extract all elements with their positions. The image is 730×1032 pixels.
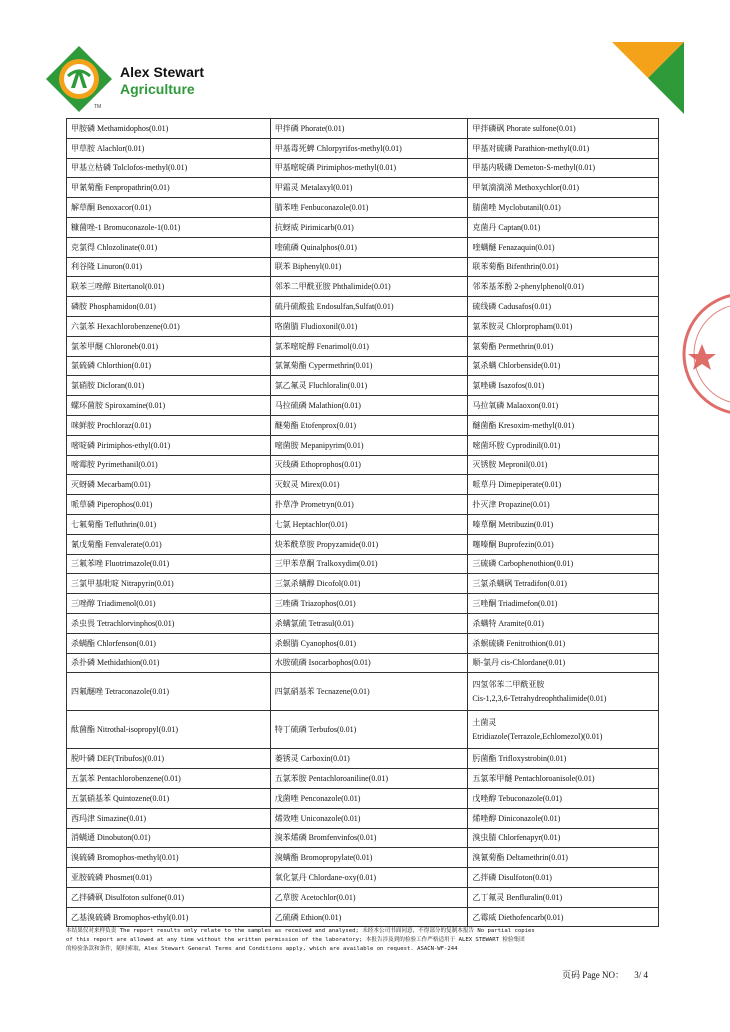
- table-cell: 嗪草酮 Metribuzin(0.01): [468, 514, 659, 534]
- page-value: 3/ 4: [634, 970, 649, 980]
- table-cell: 三氟苯唑 Fluotrimazole(0.01): [67, 554, 271, 574]
- table-cell: 咯菌腈 Fludioxonil(0.01): [270, 316, 468, 336]
- table-cell: 甲基立枯磷 Tolclofos-methyl(0.01): [67, 158, 271, 178]
- table-row: [67, 788, 659, 808]
- table-row: [67, 198, 659, 218]
- table-cell: 甲拌磷 Phorate(0.01): [270, 119, 468, 139]
- table-cell: 溴螨酯 Bromopropylate(0.01): [270, 848, 468, 868]
- table-cell: 七氯 Heptachlor(0.01): [270, 514, 468, 534]
- table-cell: 解草酮 Benoxacor(0.01): [67, 198, 271, 218]
- table-cell: 甲氰菊酯 Fenpropathrin(0.01): [67, 178, 271, 198]
- table-cell: 氯硝胺 Dicloran(0.01): [67, 376, 271, 396]
- disclaimer-line: 本结果仅对来样负责 The report results only relate to the samples as received and analysed; 未经本公司书面同意，不得部分的复制本报告 No partial copies: [66, 928, 535, 934]
- seal-stamp-icon: [682, 282, 730, 432]
- table-row: [67, 868, 659, 888]
- table-cell: 磷胺 Phosphamidon(0.01): [67, 297, 271, 317]
- table-cell: 消螨通 Dinobuton(0.01): [67, 828, 271, 848]
- table-cell: 顺-氯丹 cis-Chlordane(0.01): [468, 653, 659, 673]
- table-cell: 杀螨氯硫 Tetrasul(0.01): [270, 613, 468, 633]
- table-row: [67, 653, 659, 673]
- table-cell: 甲基嘧啶磷 Pirimiphos-methyl(0.01): [270, 158, 468, 178]
- table-cell: 哌草丹 Dimepiperate(0.01): [468, 475, 659, 495]
- table-cell: 氯氰菊酯 Cypermethrin(0.01): [270, 356, 468, 376]
- table-cell: 六氯苯 Hexachlorobenzene(0.01): [67, 316, 271, 336]
- table-cell: 氯乙氟灵 Fluchloralin(0.01): [270, 376, 468, 396]
- table-cell: 氯硫磷 Chlorthion(0.01): [67, 356, 271, 376]
- table-cell: 克氯得 Chlozolinate(0.01): [67, 237, 271, 257]
- table-cell: 杀螨酯 Chlorfenson(0.01): [67, 633, 271, 653]
- table-cell: 联苯菊酯 Bifenthrin(0.01): [468, 257, 659, 277]
- table-cell: 四氟醚唑 Tetraconazole(0.01): [67, 673, 271, 711]
- disclaimer-line: 的检验条款和条件，随时索取，Alex Stewart General Terms and Conditions apply, which are available on request. ASACN-WF-244: [66, 946, 458, 953]
- table-cell: 醚菌酯 Kresoxim-methyl(0.01): [468, 415, 659, 435]
- table-cell: 溴苯烯磷 Bromfenvinfos(0.01): [270, 828, 468, 848]
- table-cell: 溴硫磷 Bromophos-methyl(0.01): [67, 848, 271, 868]
- table-cell: 腈菌唑 Myclobutanil(0.01): [468, 198, 659, 218]
- table-cell: 氯苯胺灵 Chlorpropham(0.01): [468, 316, 659, 336]
- table-cell: 氯菊酯 Permethrin(0.01): [468, 336, 659, 356]
- table-cell: 杀扑磷 Methidathion(0.01): [67, 653, 271, 673]
- page-label: 页码 Page NO：: [562, 970, 624, 980]
- table-cell: 三氯杀螨醇 Dicofol(0.01): [270, 574, 468, 594]
- table-cell: 酞菌酯 Nitrothal-isopropyl(0.01): [67, 711, 271, 749]
- table-cell: 灭锈胺 Mepronil(0.01): [468, 455, 659, 475]
- table-row: [67, 455, 659, 475]
- table-row: [67, 396, 659, 416]
- table-cell: 烯唑醇 Diniconazole(0.01): [468, 808, 659, 828]
- table-cell: 乙草胺 Acetochlor(0.01): [270, 887, 468, 907]
- table-cell: 硫丹硫酸盐 Endosulfan,Sulfat(0.01): [270, 297, 468, 317]
- multiline-cell-text: 四氢邻苯二甲酰亚胺 Cis-1,2,3,6-Tetrahydreophthalimide(0.01): [472, 679, 607, 703]
- table-cell: 氰戊菊酯 Fenvalerate(0.01): [67, 534, 271, 554]
- table-cell: 氯苯嘧啶醇 Fenarimol(0.01): [270, 336, 468, 356]
- table-cell: 扑草净 Prometryn(0.01): [270, 495, 468, 515]
- table-row: [67, 769, 659, 789]
- table-cell: 甲霜灵 Metalaxyl(0.01): [270, 178, 468, 198]
- table-cell: 五氯苯胺 Pentachloroaniline(0.01): [270, 769, 468, 789]
- table-row: [67, 435, 659, 455]
- table-cell: 溴虫腈 Chlorfenapyr(0.01): [468, 828, 659, 848]
- table-cell: 乙霉威 Diethofencarb(0.01): [468, 907, 659, 927]
- table-cell: 氧化氯丹 Chlordane-oxy(0.01): [270, 868, 468, 888]
- table-cell: [468, 673, 659, 711]
- table-cell: 糠菌唑-1 Bromuconazole-1(0.01): [67, 217, 271, 237]
- disclaimer-note: [66, 927, 662, 955]
- table-cell: 戊唑醇 Tebuconazole(0.01): [468, 788, 659, 808]
- table-cell: 戊菌唑 Penconazole(0.01): [270, 788, 468, 808]
- table-row: [67, 217, 659, 237]
- table-row: [67, 415, 659, 435]
- table-cell: 三氯杀螨砜 Tetradifon(0.01): [468, 574, 659, 594]
- table-cell: [468, 711, 659, 749]
- table-row: [67, 887, 659, 907]
- asa-logo-icon: [44, 44, 114, 114]
- table-row: [67, 907, 659, 927]
- table-cell: 烯效唑 Uniconazole(0.01): [270, 808, 468, 828]
- table-cell: 马拉硫磷 Malathion(0.01): [270, 396, 468, 416]
- table-cell: 五氯苯 Pentachlorobenzene(0.01): [67, 769, 271, 789]
- table-cell: 乙丁氟灵 Benfluralin(0.01): [468, 887, 659, 907]
- table-cell: 腈苯唑 Fenbuconazole(0.01): [270, 198, 468, 218]
- table-row: [67, 336, 659, 356]
- table-row: [67, 673, 659, 711]
- table-cell: 利谷隆 Linuron(0.01): [67, 257, 271, 277]
- table-cell: 特丁硫磷 Terbufos(0.01): [270, 711, 468, 749]
- table-cell: 三氯甲基吡啶 Nitrapyrin(0.01): [67, 574, 271, 594]
- table-row: [67, 613, 659, 633]
- table-cell: 嘧霉胺 Pyrimethanil(0.01): [67, 455, 271, 475]
- table-row: [67, 749, 659, 769]
- table-cell: 氯唑磷 Isazofos(0.01): [468, 376, 659, 396]
- table-row: [67, 138, 659, 158]
- table-cell: 三唑酮 Triadimefon(0.01): [468, 594, 659, 614]
- table-cell: 醚菊酯 Etofenprox(0.01): [270, 415, 468, 435]
- table-cell: 杀螨特 Aramite(0.01): [468, 613, 659, 633]
- table-cell: 五氯苯甲醚 Pentachloroanisole(0.01): [468, 769, 659, 789]
- table-cell: 乙基溴硫磷 Bromophos-ethyl(0.01): [67, 907, 271, 927]
- table-row: [67, 158, 659, 178]
- multiline-cell-text: 土菌灵 Etridiazole(Terrazole,Echlomezol)(0.01): [472, 717, 603, 741]
- table-row: [67, 277, 659, 297]
- table-cell: 七氟菊酯 Tefluthrin(0.01): [67, 514, 271, 534]
- table-cell: 三甲苯草酮 Tralkoxydim(0.01): [270, 554, 468, 574]
- table-cell: 五氯硝基苯 Quintozene(0.01): [67, 788, 271, 808]
- table-cell: 螺环菌胺 Spiroxamine(0.01): [67, 396, 271, 416]
- table-cell: 乙拌磷砜 Disulfoton sulfone(0.01): [67, 887, 271, 907]
- table-cell: 抗蚜威 Pirimicarb(0.01): [270, 217, 468, 237]
- table-row: [67, 594, 659, 614]
- table-row: [67, 316, 659, 336]
- table-cell: 嘧啶磷 Pirimiphos-ethyl(0.01): [67, 435, 271, 455]
- brand-name: Alex Stewart: [120, 64, 205, 80]
- table-row: [67, 633, 659, 653]
- table-cell: 邻苯基苯酚 2-phenylphenol(0.01): [468, 277, 659, 297]
- table-cell: 马拉氧磷 Malaoxon(0.01): [468, 396, 659, 416]
- pesticide-residue-table: [66, 118, 659, 927]
- table-row: [67, 495, 659, 515]
- table-cell: 肟菌酯 Trifloxystrobin(0.01): [468, 749, 659, 769]
- table-cell: 硫线磷 Cadusafos(0.01): [468, 297, 659, 317]
- table-cell: 三唑醇 Triadimenol(0.01): [67, 594, 271, 614]
- table-cell: 甲基对硫磷 Parathion-methyl(0.01): [468, 138, 659, 158]
- table-row: [67, 119, 659, 139]
- table-cell: 嘧菌环胺 Cyprodinil(0.01): [468, 435, 659, 455]
- table-cell: 水胺硫磷 Isocarbophos(0.01): [270, 653, 468, 673]
- table-cell: 甲草胺 Alachlor(0.01): [67, 138, 271, 158]
- table-row: [67, 574, 659, 594]
- table-cell: 邻苯二甲酰亚胺 Phthalimide(0.01): [270, 277, 468, 297]
- table-row: [67, 356, 659, 376]
- table-cell: 克菌丹 Captan(0.01): [468, 217, 659, 237]
- table-row: [67, 178, 659, 198]
- table-cell: 嘧菌胺 Mepanipyrim(0.01): [270, 435, 468, 455]
- table-row: [67, 848, 659, 868]
- page-number: [562, 968, 648, 981]
- table-cell: 噻嗪酮 Buprofezin(0.01): [468, 534, 659, 554]
- table-cell: 甲基内吸磷 Demeton-S-methyl(0.01): [468, 158, 659, 178]
- table-cell: 西玛津 Simazine(0.01): [67, 808, 271, 828]
- corner-flag-icon: [612, 42, 684, 114]
- table-row: [67, 376, 659, 396]
- table-row: [67, 828, 659, 848]
- table-cell: 甲氧滴滴涕 Methoxychlor(0.01): [468, 178, 659, 198]
- table-cell: 炔苯酰草胺 Propyzamide(0.01): [270, 534, 468, 554]
- table-cell: 亚胺硫磷 Phosmet(0.01): [67, 868, 271, 888]
- table-cell: 萎锈灵 Carboxin(0.01): [270, 749, 468, 769]
- company-logo: [44, 44, 224, 114]
- table-row: [67, 514, 659, 534]
- table-cell: 灭蚜磷 Mecarbam(0.01): [67, 475, 271, 495]
- table-cell: 灭线磷 Ethoprophos(0.01): [270, 455, 468, 475]
- table-cell: 脱叶磷 DEF(Tribufos)(0.01): [67, 749, 271, 769]
- table-cell: 咪鲜胺 Prochloraz(0.01): [67, 415, 271, 435]
- trademark-mark: TM: [94, 104, 102, 110]
- disclaimer-line: of this report are allowed at any time without the written permission of the laboratory; 本报告涉及到的检验工作严格适用于 ALEX STEWART 检验集团: [66, 937, 525, 944]
- table-row: [67, 475, 659, 495]
- table-cell: 灭蚁灵 Mirex(0.01): [270, 475, 468, 495]
- table-cell: 喹螨醚 Fenazaquin(0.01): [468, 237, 659, 257]
- table-cell: 溴氰菊酯 Deltamethrin(0.01): [468, 848, 659, 868]
- table-cell: 乙硫磷 Ethion(0.01): [270, 907, 468, 927]
- table-cell: 联苯 Biphenyl(0.01): [270, 257, 468, 277]
- table-cell: 三硫磷 Carbophenothion(0.01): [468, 554, 659, 574]
- table-row: [67, 534, 659, 554]
- table-cell: 三唑磷 Triazophos(0.01): [270, 594, 468, 614]
- table-cell: 甲基毒死蜱 Chlorpyrifos-methyl(0.01): [270, 138, 468, 158]
- table-cell: 联苯三唑醇 Bitertanol(0.01): [67, 277, 271, 297]
- table-cell: 氯苯甲醚 Chloroneb(0.01): [67, 336, 271, 356]
- table-cell: 喹硫磷 Quinalphos(0.01): [270, 237, 468, 257]
- table-cell: 甲胺磷 Methamidophos(0.01): [67, 119, 271, 139]
- table-cell: 扑灭津 Propazine(0.01): [468, 495, 659, 515]
- table-cell: 甲拌磷砜 Phorate sulfone(0.01): [468, 119, 659, 139]
- table-row: [67, 297, 659, 317]
- table-row: [67, 554, 659, 574]
- table-cell: 杀螟硫磷 Fenitrothion(0.01): [468, 633, 659, 653]
- table-cell: 杀螟腈 Cyanophos(0.01): [270, 633, 468, 653]
- table-cell: 四氯硝基苯 Tecnazene(0.01): [270, 673, 468, 711]
- table-row: [67, 237, 659, 257]
- table-cell: 杀虫畏 Tetrachlorvinphos(0.01): [67, 613, 271, 633]
- table-row: [67, 711, 659, 749]
- table-row: [67, 808, 659, 828]
- table-cell: 乙拌磷 Disulfoton(0.01): [468, 868, 659, 888]
- table-row: [67, 257, 659, 277]
- brand-subtitle: Agriculture: [120, 81, 195, 97]
- table-cell: 哌草磷 Piperophos(0.01): [67, 495, 271, 515]
- table-cell: 氯杀螨 Chlorbenside(0.01): [468, 356, 659, 376]
